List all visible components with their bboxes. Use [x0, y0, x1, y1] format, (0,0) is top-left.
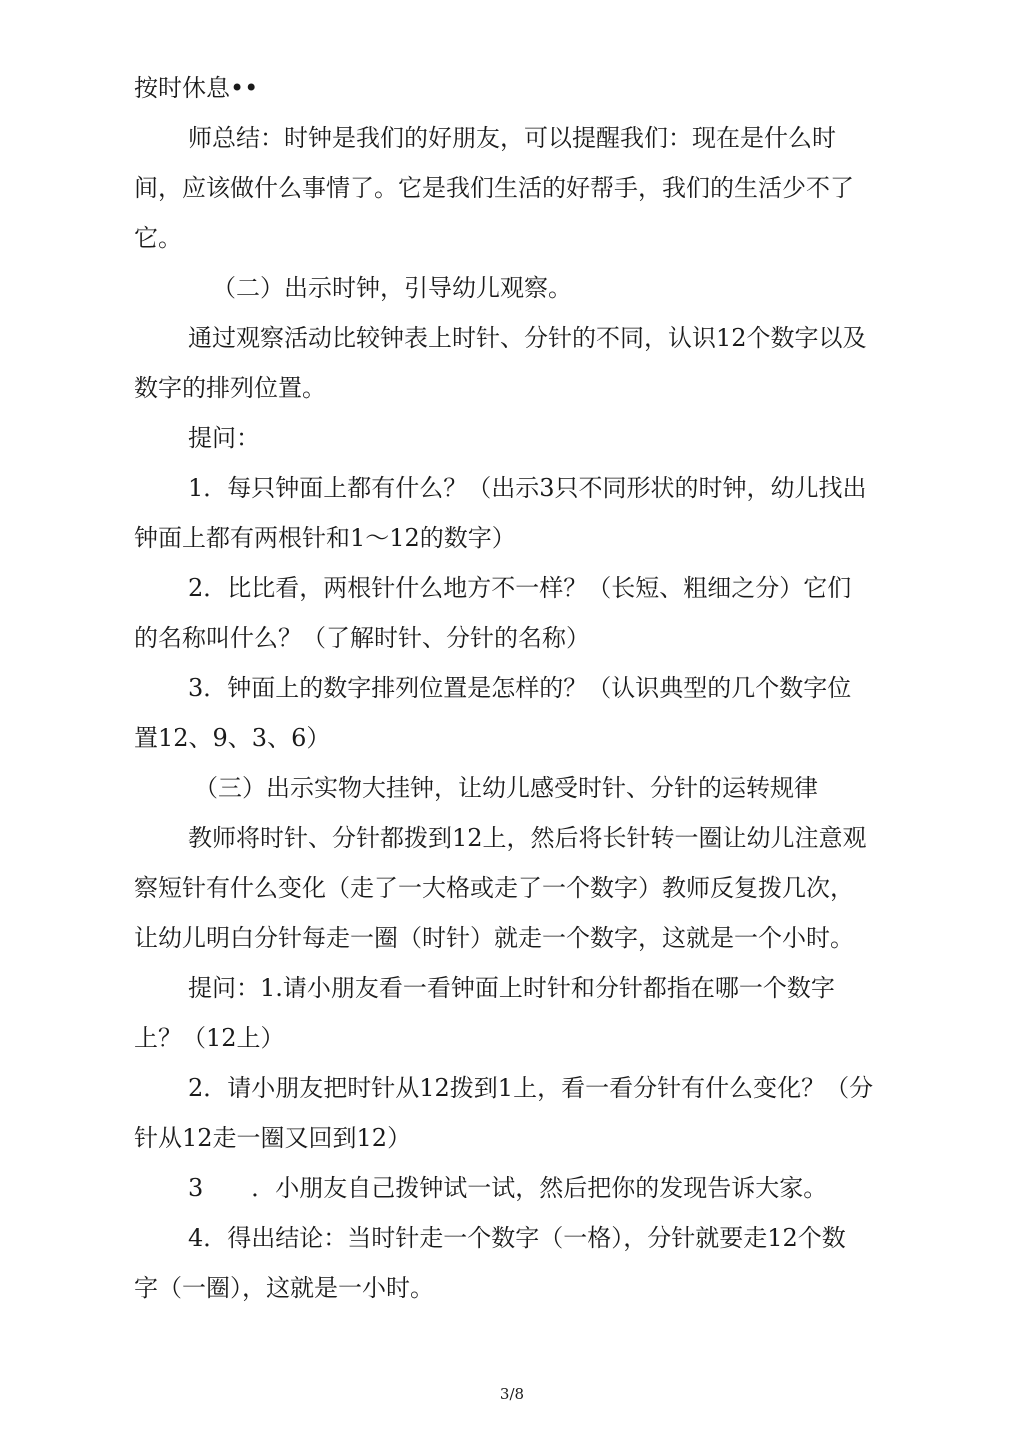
text-line: 师总结：时钟是我们的好朋友，可以提醒我们：现在是什么时	[188, 124, 836, 152]
text-line: 它。	[134, 224, 182, 252]
text-line: 4．得出结论：当时针走一个数字（一格），分针就要走12个数	[188, 1224, 846, 1252]
text-line: 让幼儿明白分针每走一圈（时针）就走一个数字，这就是一个小时。	[134, 924, 854, 952]
text-line: 察短针有什么变化（走了一大格或走了一个数字）教师反复拨几次，	[134, 874, 854, 902]
text-line: 提问：1.请小朋友看一看钟面上时针和分针都指在哪一个数字	[188, 974, 835, 1002]
text-line: 2．请小朋友把时针从12拨到1上，看一看分针有什么变化？（分	[188, 1074, 874, 1102]
text-line: 提问：	[188, 424, 260, 452]
text-line: 置12、9、3、6）	[134, 724, 331, 752]
text-line: 钟面上都有两根针和1～12的数字）	[134, 524, 516, 552]
text-line: 的名称叫什么？（了解时针、分针的名称）	[134, 624, 590, 652]
text-line: 字（一圈），这就是一小时。	[134, 1274, 434, 1302]
section-heading: （三）出示实物大挂钟，让幼儿感受时针、分针的运转规律	[194, 774, 818, 802]
text-line: 间，应该做什么事情了。它是我们生活的好帮手，我们的生活少不了	[134, 174, 854, 202]
text-line: 1．每只钟面上都有什么？（出示3只不同形状的时钟，幼儿找出	[188, 474, 867, 502]
text-line: 数字的排列位置。	[134, 374, 326, 402]
page-number: 3/8	[499, 1385, 525, 1403]
text-line: 3 ．小朋友自己拨钟试一试，然后把你的发现告诉大家。	[188, 1174, 828, 1202]
text-line: 教师将时针、分针都拨到12上，然后将长针转一圈让幼儿注意观	[188, 824, 867, 852]
text-line: 3．钟面上的数字排列位置是怎样的？（认识典型的几个数字位	[188, 674, 852, 702]
text-line: 按时休息••	[134, 74, 259, 102]
section-heading: （二）出示时钟，引导幼儿观察。	[212, 274, 572, 302]
text-line: 2．比比看，两根针什么地方不一样？（长短、粗细之分）它们	[188, 574, 852, 602]
text-line: 通过观察活动比较钟表上时针、分针的不同，认识12个数字以及	[188, 324, 867, 352]
text-line: 针从12走一圈又回到12）	[134, 1124, 412, 1152]
text-line: 上？（12上）	[134, 1024, 285, 1052]
